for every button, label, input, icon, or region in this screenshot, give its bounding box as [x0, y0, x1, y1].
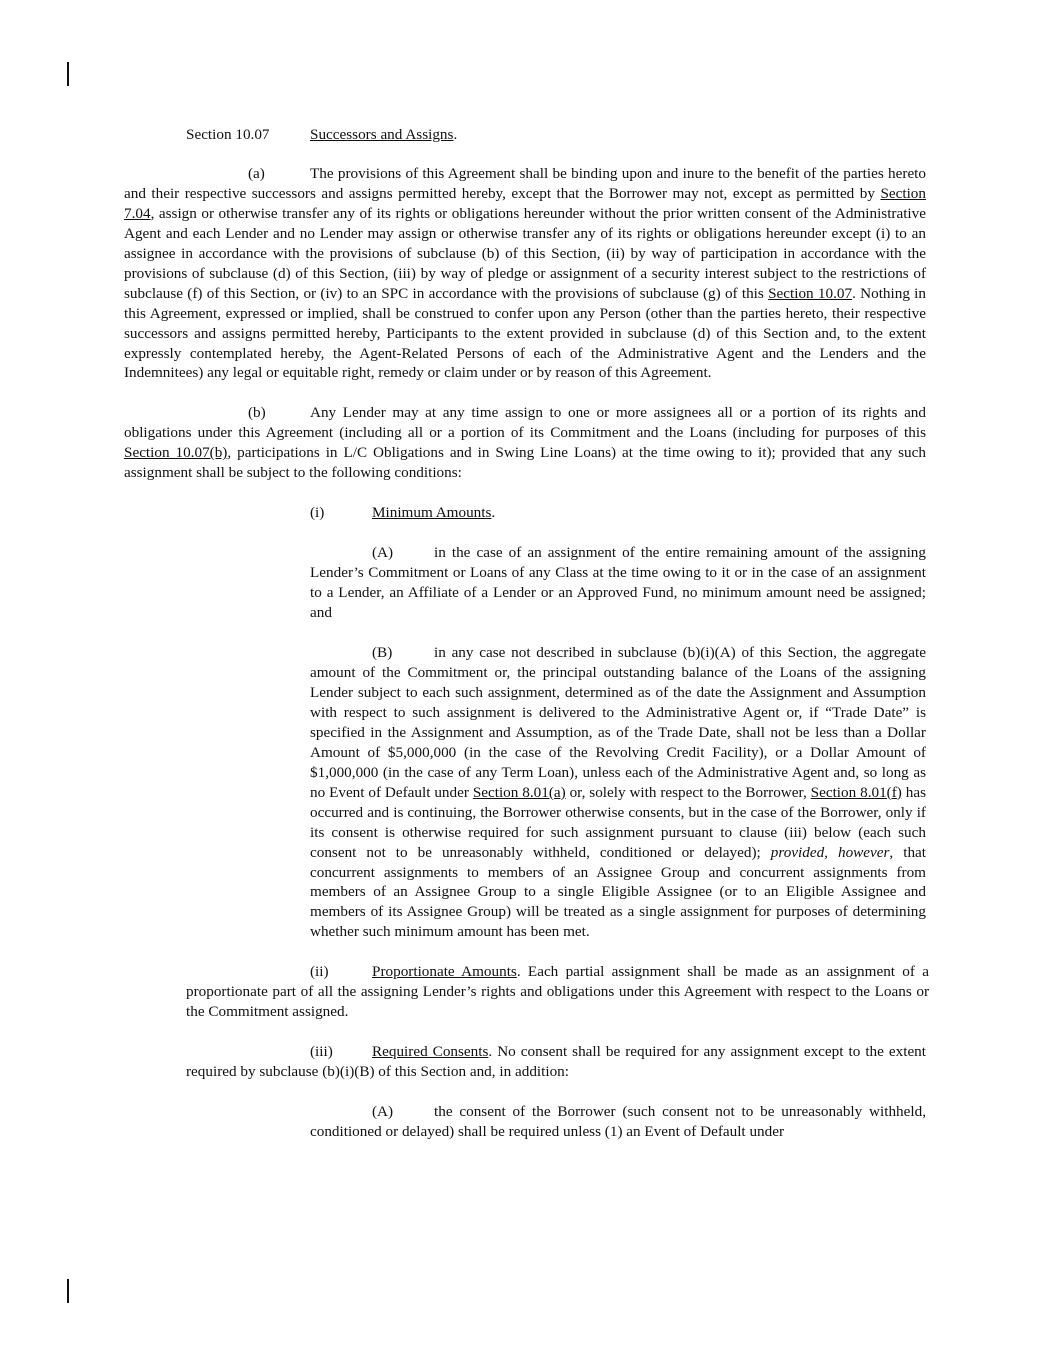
clause-b-iii-A-label: (A) — [372, 1103, 394, 1121]
clause-b-iii-title: Required Consents — [372, 1043, 489, 1061]
revision-bar-top — [67, 62, 69, 86]
section-heading: Section 10.07 Successors and Assigns. — [186, 126, 458, 143]
section-number: Section 10.07 — [186, 126, 270, 143]
clause-b-iii: (iii) Required Consents. No consent shall be required for any assignment except to the extent required by subclause (b)(i)(B) of this Section and, in addition: — [186, 1043, 926, 1081]
clause-b-ii: (ii) Proportionate Amounts. Each partial assignment shall be made as an assignment of a proportionate part of all the assigning Lender’s rights and obligations under this Agreement with respect to the Loans or the Commitment assigned. — [186, 963, 929, 1021]
ref-section-8-01f: Section 8.01(f) — [810, 783, 902, 801]
revision-bar-bottom — [67, 1279, 69, 1303]
clause-b-i-title: Minimum Amounts — [372, 504, 492, 522]
clause-b-i-B-label: (B) — [372, 644, 393, 662]
ref-section-10-07b: Section 10.07(b) — [124, 444, 228, 462]
section-title: Successors and Assigns — [310, 126, 454, 143]
proviso: provided, however — [770, 843, 890, 861]
clause-b-i: (i) Minimum Amounts. — [310, 504, 496, 522]
clause-b-ii-title: Proportionate Amounts — [372, 963, 517, 981]
clause-b-iii-A: (A) the consent of the Borrower (such consent not to be unreasonably withheld, conditioned or delayed) shall be required unless (1) an Event of Default under — [310, 1103, 926, 1141]
clause-a-label: (a) — [248, 164, 265, 182]
clause-b-i-A-label: (A) — [372, 544, 394, 562]
ref-section-7-04: Section 7.04 — [124, 184, 926, 222]
clause-b-i-label: (i) — [310, 504, 325, 522]
clause-b-i-B: (B) in any case not described in subclause (b)(i)(A) of this Section, the aggregate amount of the Commitment or, the principal outstanding balance of the Loans of the assigning Lender subject to each such assignment, determined as of the date the Assignment and Assumption with respect to such assignment is delivered to the Administrative Agent or, if “Trade Date” is specified in the Assignment and Assumption, as of the Trade Date, shall not be less than a Dollar Amount of $5,000,000 (in the case of the Revolving Credit Facility), or a Dollar Amount of $1,000,000 (in the case of any Term Loan), unless each of the Administrative Agent and, so long as no Event of Default under Section 8.01(a) or, solely with respect to the Borrower, Section 8.01(f) has occurred and is continuing, the Borrower otherwise consents, but in the case of the Borrower, only if its consent is otherwise required for such assignment pursuant to clause (iii) below (each such consent not to be unreasonably withheld, conditioned or delayed); provided, however, that concurrent assignments to members of an Assignee Group and concurrent assignments from members of an Assignee Group to a single Eligible Assignee (or to an Eligible Assignee and members of its Assignee Group) will be treated as a single assignment for purposes of determining whether such minimum amount has been met. — [310, 644, 926, 941]
ref-section-8-01a: Section 8.01(a) — [472, 783, 566, 801]
clause-a: (a) The provisions of this Agreement shall be binding upon and inure to the benefit of the parties hereto and their respective successors and assigns permitted hereby, except that the Borrower may not, except as permitted by Section 7.04, assign or otherwise transfer any of its rights or obligations hereunder without the prior written consent of the Administrative Agent and each Lender and no Lender may assign or otherwise transfer any of its rights or obligations hereunder except (i) to an assignee in accordance with the provisions of subclause (b) of this Section, (ii) by way of participation in accordance with the provisions of subclause (d) of this Section, (iii) by way of pledge or assignment of a security interest subject to the restrictions of subclause (f) of this Section, or (iv) to an SPC in accordance with the provisions of subclause (g) of this Section 10.07. Nothing in this Agreement, expressed or implied, shall be construed to confer upon any Person (other than the parties hereto, their respective successors and assigns permitted hereby, Participants to the extent provided in subclause (d) of this Section and, to the extent expressly contemplated hereby, the Agent-Related Persons of each of the Administrative Agent and the Lenders and the Indemnitees) any legal or equitable right, remedy or claim under or by reason of this Agreement. — [124, 164, 926, 382]
clause-b-iii-label: (iii) — [310, 1043, 333, 1061]
clause-b-ii-label: (ii) — [310, 963, 329, 981]
ref-section-10-07: Section 10.07 — [768, 284, 853, 302]
clause-b-i-A: (A) in the case of an assignment of the entire remaining amount of the assigning Lender’s Commitment or Loans of any Class at the time owing to it or in the case of an assignment to a Lender, an Affiliate of a Lender or an Approved Fund, no minimum amount need be assigned; and — [310, 544, 926, 622]
clause-b-label: (b) — [248, 404, 266, 422]
document-page — [124, 125, 929, 1162]
clause-b: (b) Any Lender may at any time assign to one or more assignees all or a portion of its rights and obligations under this Agreement (including all or a portion of its Commitment and the Loans (including for purposes of this Section 10.07(b), participations in L/C Obligations and in Swing Line Loans) at the time owing to it); provided that any such assignment shall be subject to the following conditions: — [124, 404, 926, 482]
